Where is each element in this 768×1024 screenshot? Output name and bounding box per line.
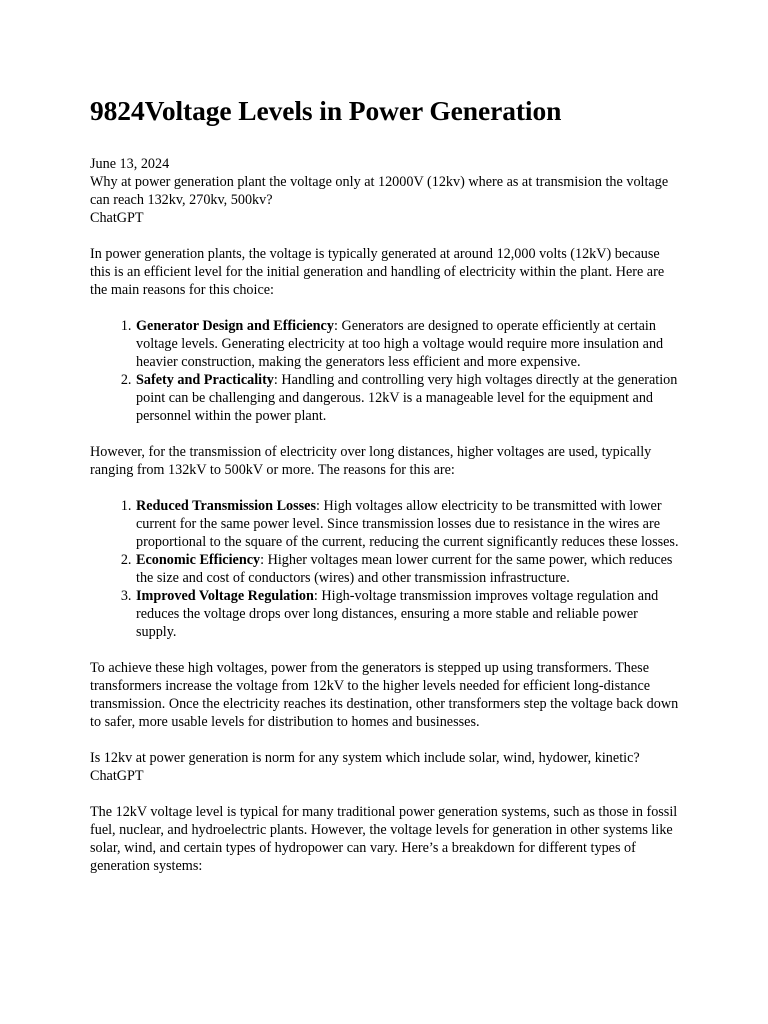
question-block-1 — [90, 155, 680, 227]
list-item-text: : Handling and controlling very high voltages directly at the generation point can be challenging and dangerous. 12kV is a manageable level for the equipment and personnel within the power plant. — [136, 372, 678, 424]
list-item-term: Reduced Transmission Losses — [136, 498, 317, 514]
transformer-paragraph: To achieve these high voltages, power from the generators is stepped up using transformers. These transformers increase the voltage from 12kV to the higher levels needed for efficient long-distance transmission. Once the electricity reaches its destination, other transformers step the voltage back down to safer, more usable levels for distribution to homes and businesses. — [90, 660, 679, 730]
list-item-term: Generator Design and Efficiency — [136, 318, 334, 334]
list-item — [135, 587, 680, 641]
list-item-term: Improved Voltage Regulation — [136, 588, 314, 604]
list-item-text: : Higher voltages mean lower current for the same power, which reduces the size and cost of conductors (wires) and other transmission infrastructure. — [136, 552, 673, 586]
user-question-2: Is 12kv at power generation is norm for any system which include solar, wind, hydower, kinetic? — [90, 750, 640, 766]
intro-paragraph-1: In power generation plants, the voltage is typically generated at around 12,000 volts (12kV) because this is an efficient level for the initial generation and handling of electricity within the plant. Here are the main reasons for this choice: — [90, 246, 665, 298]
post-date: June 13, 2024 — [90, 156, 170, 172]
page-title: 9824Voltage Levels in Power Generation — [90, 95, 562, 126]
list-item-text: : High-voltage transmission improves voltage regulation and reduces the voltage drops over long distances, ensuring a more stable and reliable power supply. — [136, 588, 659, 640]
generation-systems-paragraph: The 12kV voltage level is typical for many traditional power generation systems, such as those in fossil fuel, nuclear, and hydroelectric plants. However, the voltage levels for generation in other systems like solar, wind, and certain types of hydropower can vary. Here’s a breakdown for different types of generation systems: — [90, 804, 678, 874]
list-item-text: : High voltages allow electricity to be transmitted with lower current for the same power level. Since transmission losses due to resistance in the wires are proportional to the square of the current, reducing the current significantly reduces these losses. — [136, 498, 679, 550]
generation-reasons-list — [90, 317, 680, 425]
question-block-2 — [90, 749, 680, 785]
list-item-text: : Generators are designed to operate efficiently at certain voltage levels. Generating electricity at too high a voltage would require more insulation and heavier construction, making the generators less efficient and more expensive. — [136, 318, 664, 370]
transmission-reasons-list — [90, 497, 680, 641]
list-item — [135, 497, 680, 551]
speaker-label-1: ChatGPT — [90, 210, 144, 226]
list-item — [135, 371, 680, 425]
list-item-term: Economic Efficiency — [136, 552, 261, 568]
intro-paragraph-2: However, for the transmission of electricity over long distances, higher voltages are used, typically ranging from 132kV to 500kV or more. The reasons for this are: — [90, 444, 652, 478]
list-item — [135, 551, 680, 587]
speaker-label-2: ChatGPT — [90, 768, 144, 784]
document-content — [90, 94, 680, 893]
user-question-1: Why at power generation plant the voltage only at 12000V (12kv) where as at transmision the voltage can reach 132kv, 270kv, 500kv? — [90, 174, 669, 208]
list-item — [135, 317, 680, 371]
list-item-term: Safety and Practicality — [136, 372, 274, 388]
